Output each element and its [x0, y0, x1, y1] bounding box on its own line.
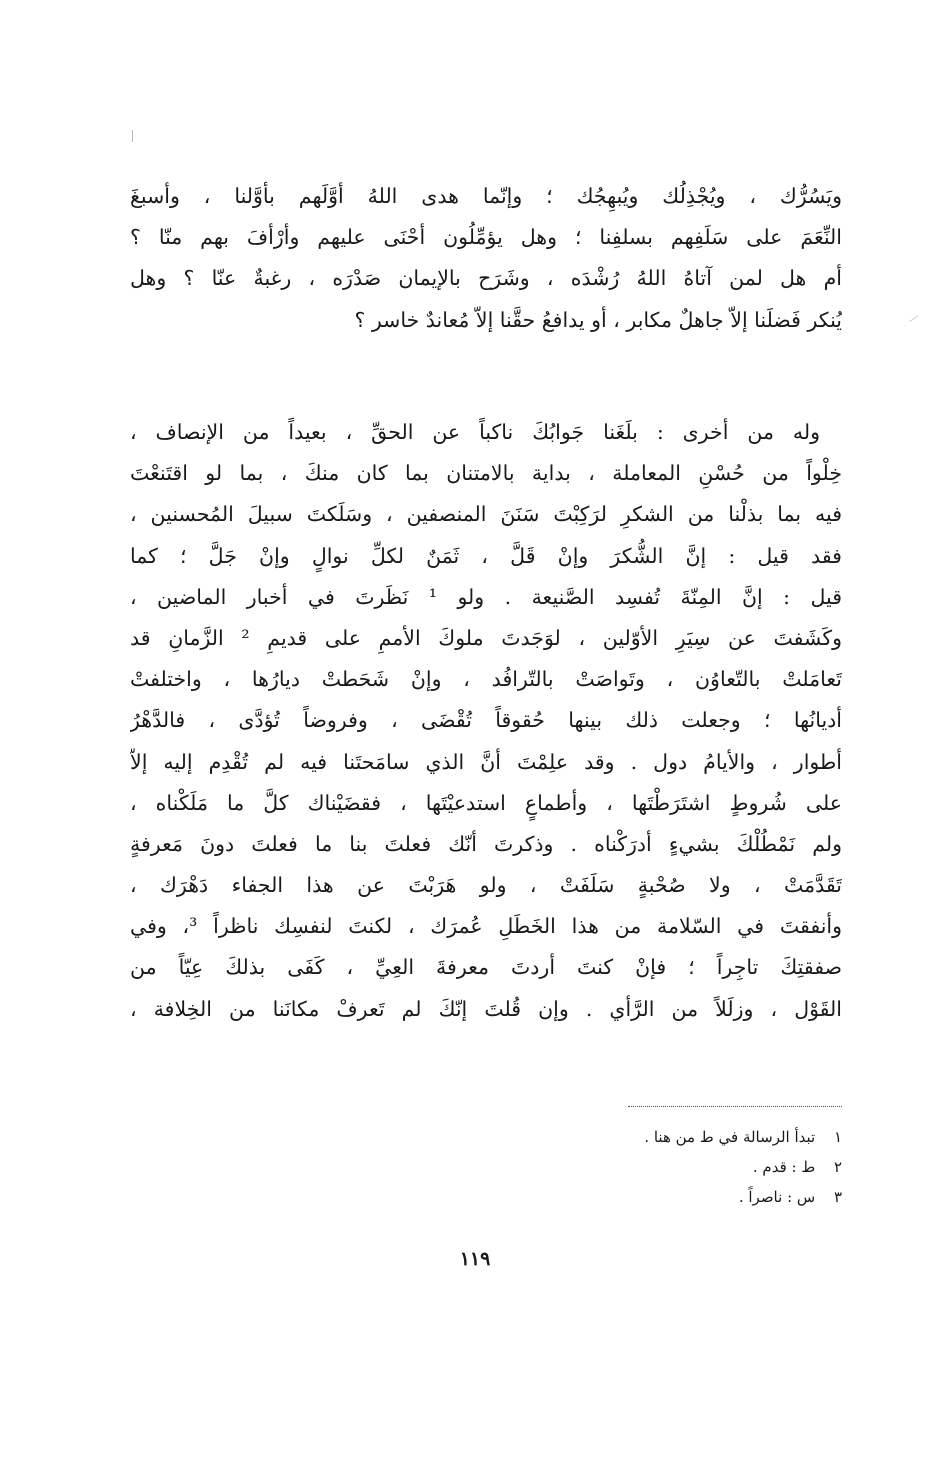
text-line: فقد قيل : إنَّ الشُّكرَ وإنْ قَلَّ ، ثَمَنٌ لكلِّ نوالٍ وإنْ جَلَّ ؛ كما: [130, 543, 842, 568]
text-line: على شُروطٍ اشتَرَطْتَها ، وأطماعٍ استدعيْتَها ، فقضَيْناك كلَّ ما مَلَكْناه ،: [130, 790, 842, 815]
text-line: صفقتِكَ تاجِراً ؛ فإنْ كنتَ أردتَ معرفةَ العِيِّ ، كَفَى بذلكَ عِيّاً من: [130, 955, 842, 980]
text-line: خِلْواً من حُسْنِ المعاملة ، بداية بالامتنان بما كان منكَ ، بما لو اقتَنعْتَ: [130, 461, 842, 486]
text-line: وله من أخرى : بلَغَنا جَوابُكَ ناكباً عن الحقِّ ، بعيداً من الإنصاف ،: [130, 420, 820, 444]
text-line: أطوار ، والأيامُ دول . وقد علِمْتَ أنَّ الذي سامَحتَنا فيه لم تُقْدِم إليه إلاّ: [130, 749, 842, 774]
footnote-text: ط : قدم .: [752, 1158, 816, 1176]
scan-mark: [910, 315, 919, 322]
text-line: وكَشَفتَ عن سِيَرِ الأوّلين ، لوَجَدتَ ملوكَ الأممِ على قديمِ ² الزَّمانِ قد: [130, 625, 842, 650]
text-line: ويَسُرُّك ، ويُجْذِلُك ويُبهِجُك ؛ وإنّما هدى اللهُ أوَّلَهم بأوَّلنا ، وأسبغَ: [130, 184, 842, 208]
footnote-number: ١: [833, 1128, 842, 1146]
text-line: ولم نَمْطُلْكَ بشيءٍ أدرَكْناه . وذكرتَ أنّك فعلتَ بنا ما فعلتَ دونَ مَعرفةٍ: [130, 831, 842, 856]
footnote-number: ٢: [833, 1158, 842, 1176]
scan-mark: [132, 130, 133, 142]
text-line: أديانُها ؛ وجعلت ذلك بينها حُقوقاً تُقْضَى ، وفروضاً تُؤدَّى ، فالدَّهْرُ: [130, 708, 842, 733]
paragraph-2: [130, 412, 842, 1030]
text-line: القَوْل ، وزلَلاً من الرَّأي . وإن قُلتَ إنّكَ لم تَعرفْ مكانَنا من الخِلافة ،: [130, 996, 842, 1021]
footnotes: [442, 1122, 842, 1212]
text-line: تَعامَلتْ بالتّعاوُن ، وتَواصَتْ بالتّرافُد ، وإنْ شَحَطتْ ديارُها ، واختلفتْ: [130, 667, 842, 692]
text-line: وأنفقتَ في السّلامة من هذا الخَطَلِ عُمرَك ، لكنتَ لنفسِك ناظراً ³، وفي: [130, 914, 842, 939]
footnote-text: تبدأ الرسالة في ط من هنا .: [644, 1128, 816, 1146]
footnote: [442, 1182, 842, 1212]
footnote: [442, 1152, 842, 1182]
footnote-number: ٣: [833, 1188, 842, 1206]
text-line: تَقَدَّمَتْ ، ولا صُحْبةٍ سَلَفَتْ ، ولو هَرَبْتَ عن هذا الجفاء دَهْرَك ،: [130, 873, 842, 898]
footnote-separator: [628, 1106, 842, 1107]
page-number: ١١٩: [459, 1248, 491, 1270]
text-line: فيه بما بذلْنا من الشكرِ لرَكِبْتَ سَنَنَ المنصفين ، وسَلَكتَ سبيلَ المُحسنين ،: [130, 502, 842, 527]
footnote-text: س : ناصراً .: [738, 1188, 816, 1206]
text-line: يُنكر فَضلَنا إلاّ جاهلٌ مكابر ، أو يدافعُ حقَّنا إلاّ مُعاندٌ خاسر ؟: [354, 307, 842, 332]
text-line: قيل : إنَّ المِنّةَ تُفسِد الصَّنيعة . ولو ¹ نَظَرتَ في أخبار الماضين ،: [130, 584, 842, 609]
footnote: [442, 1122, 842, 1152]
paragraph-1: [130, 176, 842, 341]
text-line: النِّعَمَ على سَلَفِهم بسلفِنا ؛ وهل يؤمِّلُون أحْنَى عليهم وأرْأفَ بهم منّا ؟: [130, 225, 842, 250]
text-line: أم هل لمن آتاهُ اللهُ رُشْدَه ، وشَرَح بالإيمان صَدْرَه ، رغبةٌ عنّا ؟ وهل: [130, 266, 842, 291]
